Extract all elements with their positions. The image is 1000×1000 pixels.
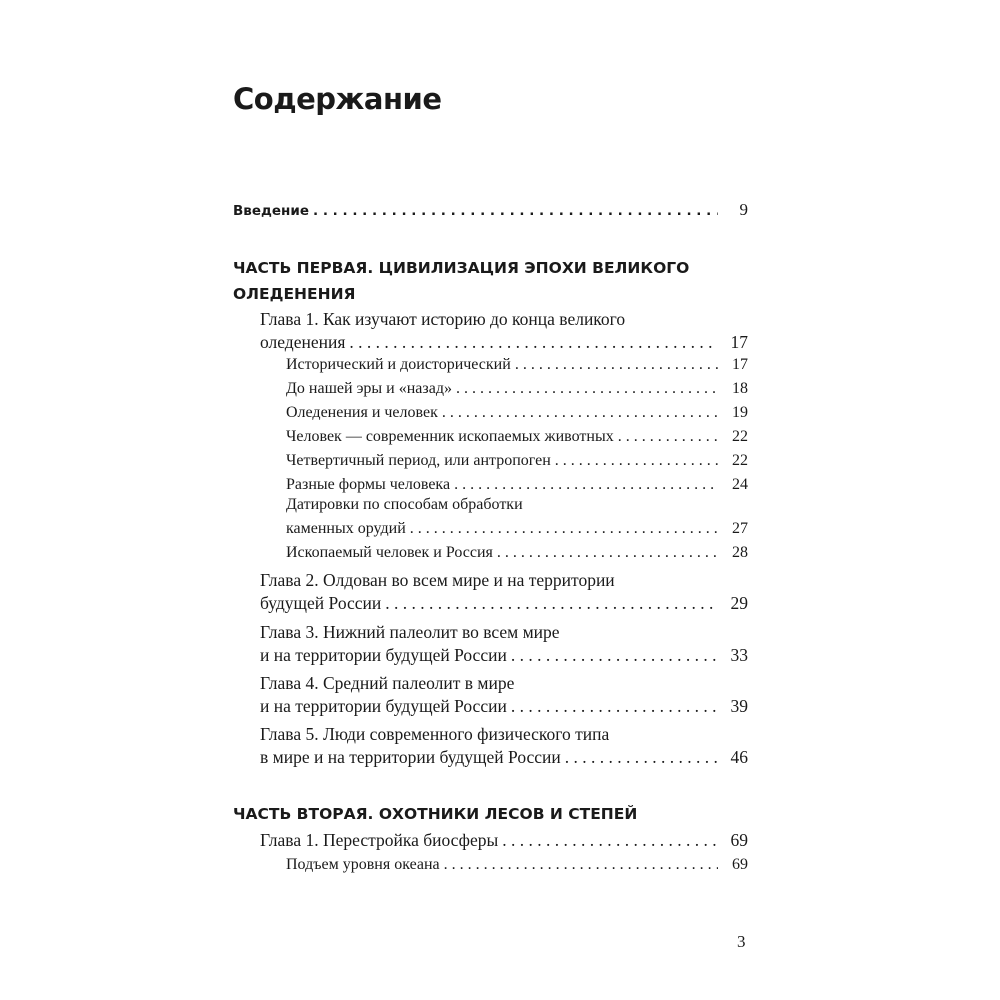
toc-chapter-line: Глава 4. Средний палеолит в мире <box>260 673 515 693</box>
page-number: 39 <box>730 696 748 716</box>
toc-entry-section[interactable] <box>286 544 748 568</box>
page-number: 18 <box>732 380 748 397</box>
toc-label: Человек — современник ископаемых животных <box>286 428 614 445</box>
page-number: 29 <box>730 593 748 613</box>
toc-chapter-line: Глава 2. Олдован во всем мире и на территории <box>260 570 615 590</box>
page-number: 22 <box>732 452 748 469</box>
toc-entry-chapter-1[interactable] <box>260 332 748 356</box>
toc-entry-chapter-5[interactable] <box>260 747 748 771</box>
toc-label: каменных орудий <box>286 520 406 537</box>
toc-chapter-line: Глава 1. Как изучают историю до конца великого <box>260 309 626 329</box>
toc-entry-section[interactable] <box>286 380 748 404</box>
toc-chapter-line: Глава 3. Нижний палеолит во всем мире <box>260 622 560 642</box>
dot-leader <box>618 428 718 447</box>
toc-entry-chapter-4[interactable] <box>260 696 748 720</box>
page-number: 22 <box>732 428 748 445</box>
toc-entry-section[interactable] <box>286 428 748 452</box>
page-number: 69 <box>730 830 748 850</box>
toc-label: До нашей эры и «назад» <box>286 380 452 397</box>
footer-page-number: 3 <box>737 932 746 951</box>
dot-leader <box>410 520 718 539</box>
toc-label: и на территории будущей России <box>260 696 507 716</box>
page-number: 17 <box>732 356 748 373</box>
toc-label: Четвертичный период, или антропоген <box>286 452 551 469</box>
toc-entry-section[interactable] <box>286 856 748 880</box>
part-heading: ЧАСТЬ ВТОРАЯ. ОХОТНИКИ ЛЕСОВ И СТЕПЕЙ <box>233 805 638 823</box>
toc-entry-section[interactable] <box>286 452 748 476</box>
toc-label: Подъем уровня океана <box>286 856 440 873</box>
toc-entry-chapter-3[interactable] <box>260 645 748 669</box>
page-title: Содержание <box>233 82 442 116</box>
toc-label: и на территории будущей России <box>260 645 507 665</box>
toc-chapter-line: Глава 5. Люди современного физического типа <box>260 724 610 744</box>
dot-leader <box>454 476 718 495</box>
part-heading: ОЛЕДЕНЕНИЯ <box>233 285 356 303</box>
toc-entry-section[interactable] <box>286 356 748 380</box>
dot-leader <box>442 404 718 423</box>
toc-label: Введение <box>233 203 309 219</box>
page-number: 24 <box>732 476 748 493</box>
dot-leader <box>497 544 718 563</box>
page-number: 33 <box>730 645 748 665</box>
page-number: 69 <box>732 856 748 873</box>
part-heading: ЧАСТЬ ПЕРВАЯ. ЦИВИЛИЗАЦИЯ ЭПОХИ ВЕЛИКОГО <box>233 259 690 277</box>
dot-leader <box>313 203 718 219</box>
dot-leader <box>444 856 718 875</box>
page-number: 27 <box>732 520 748 537</box>
dot-leader <box>565 747 718 768</box>
page-number: 28 <box>732 544 748 561</box>
toc-label: Оледенения и человек <box>286 404 438 421</box>
toc-label: в мире и на территории будущей России <box>260 747 561 767</box>
toc-section-line: Датировки по способам обработки <box>286 496 523 513</box>
page-number: 19 <box>732 404 748 421</box>
dot-leader <box>515 356 718 375</box>
toc-label: будущей России <box>260 593 382 613</box>
toc-entry-part2-chapter-1[interactable] <box>260 830 748 854</box>
dot-leader <box>349 332 718 353</box>
page-number: 46 <box>730 747 748 767</box>
dot-leader <box>511 645 718 666</box>
dot-leader <box>385 593 718 614</box>
toc-entry-intro[interactable] <box>233 200 748 224</box>
dot-leader <box>456 380 718 399</box>
toc-label: оледенения <box>260 332 346 352</box>
toc-entry-section[interactable] <box>286 404 748 428</box>
toc-label: Глава 1. Перестройка биосферы <box>260 830 499 850</box>
page-number: 9 <box>739 200 748 219</box>
toc-label: Исторический и доисторический <box>286 356 511 373</box>
dot-leader <box>555 452 718 471</box>
toc-label: Разные формы человека <box>286 476 451 493</box>
dot-leader <box>502 830 718 851</box>
toc-label: Ископаемый человек и Россия <box>286 544 493 561</box>
dot-leader <box>511 696 718 717</box>
toc-entry-section[interactable] <box>286 520 748 544</box>
toc-entry-chapter-2[interactable] <box>260 593 748 617</box>
page-number: 17 <box>730 332 748 352</box>
